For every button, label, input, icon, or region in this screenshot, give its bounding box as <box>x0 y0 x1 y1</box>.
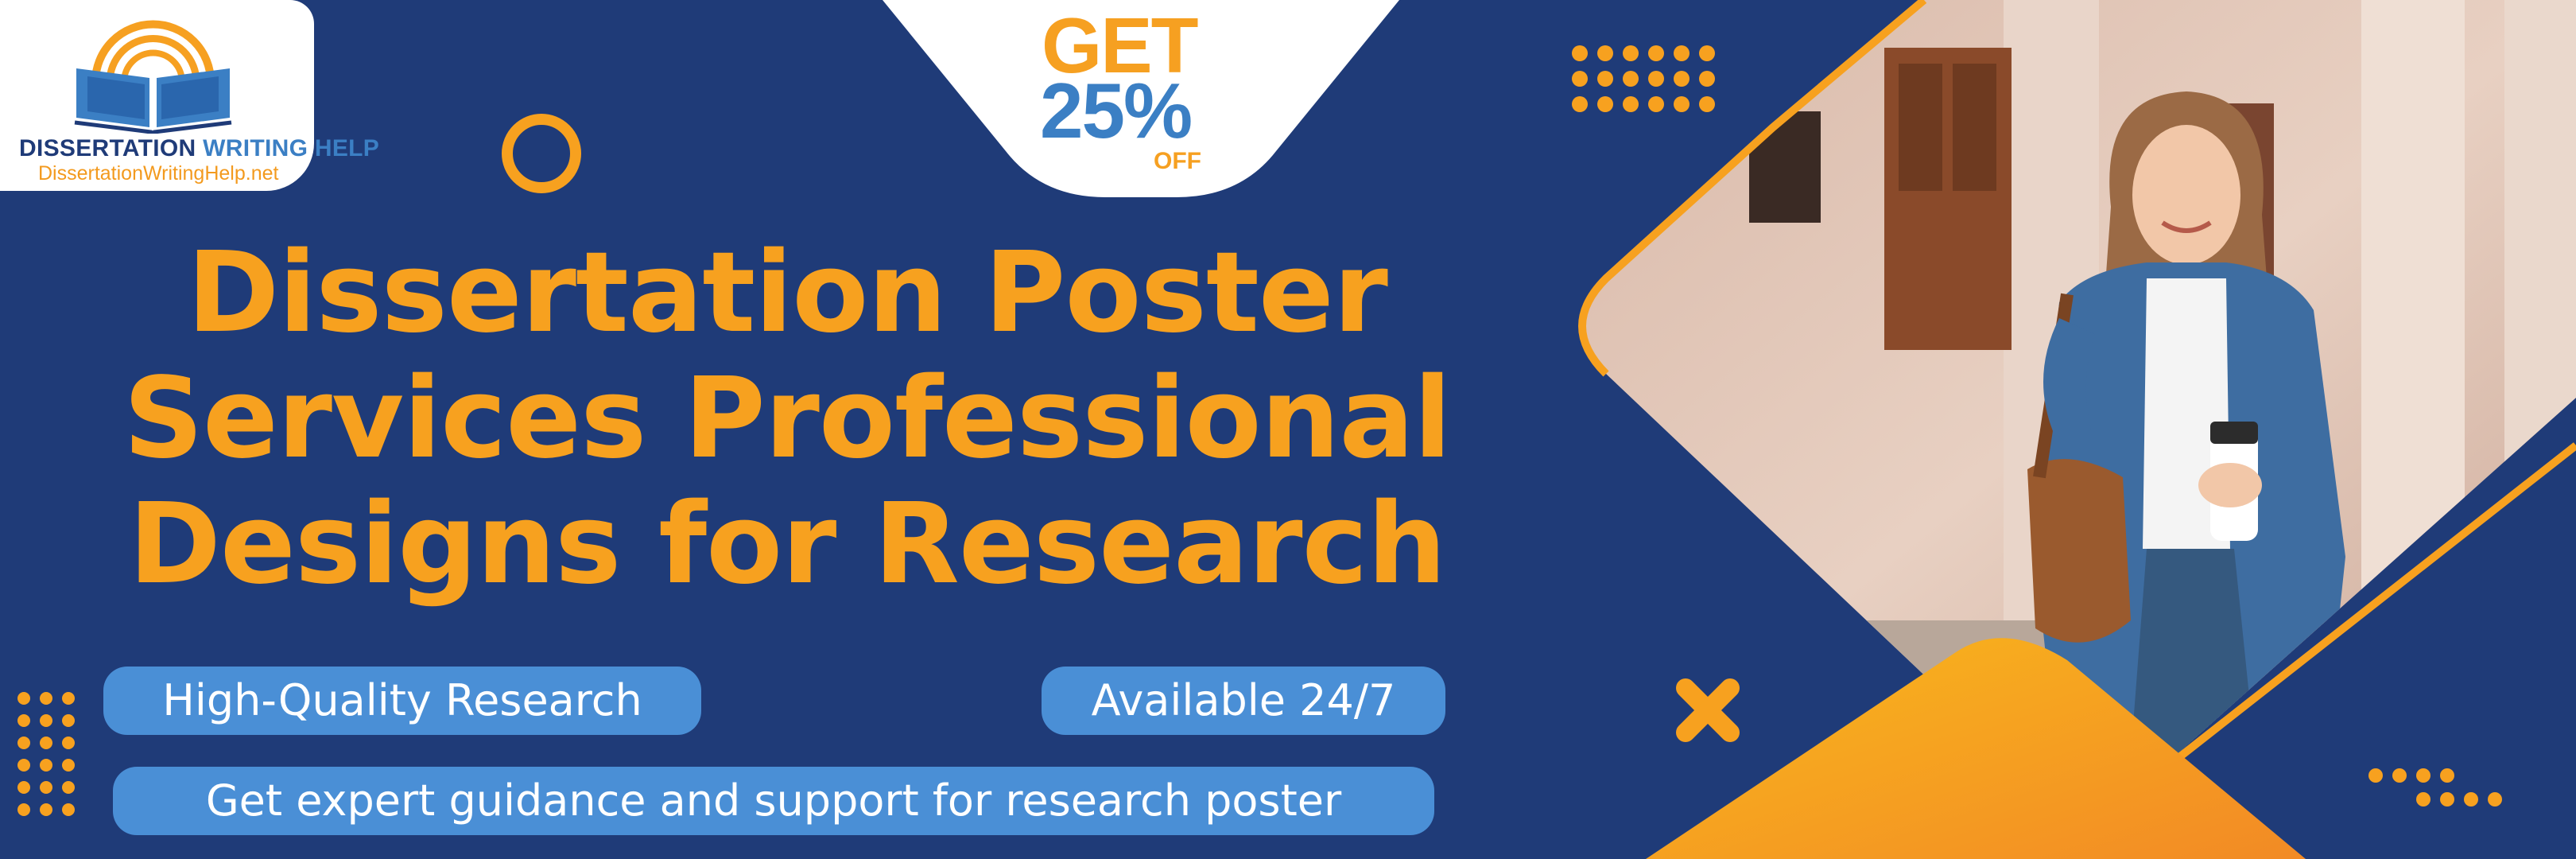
student-photo-icon <box>1511 0 2576 859</box>
open-book-sunrise-icon <box>72 6 235 134</box>
headline-line2: Services Professional <box>123 354 1451 484</box>
logo-name-part1: DISSERTATION <box>19 135 204 161</box>
ring-decoration-icon <box>498 110 585 197</box>
logo-url[interactable]: DissertationWritingHelp.net <box>38 162 279 185</box>
logo-name <box>19 135 380 162</box>
offer-percent: 25% <box>1040 67 1192 154</box>
feature-pill-guidance[interactable]: Get expert guidance and support for research poster <box>113 767 1434 835</box>
logo[interactable] <box>0 0 380 191</box>
headline-line1: Dissertation Poster <box>187 228 1387 358</box>
offer-off: OFF <box>1154 148 1201 174</box>
feature-pill-available[interactable]: Available 24/7 <box>1042 667 1445 735</box>
headline-line3: Designs for Research <box>128 480 1446 609</box>
dot-grid-left-icon <box>16 690 80 830</box>
offer-get: GET <box>1042 2 1197 89</box>
feature-pill-research[interactable]: High-Quality Research <box>103 667 701 735</box>
logo-name-part2: WRITING HELP <box>203 135 380 161</box>
headline <box>32 228 1542 609</box>
